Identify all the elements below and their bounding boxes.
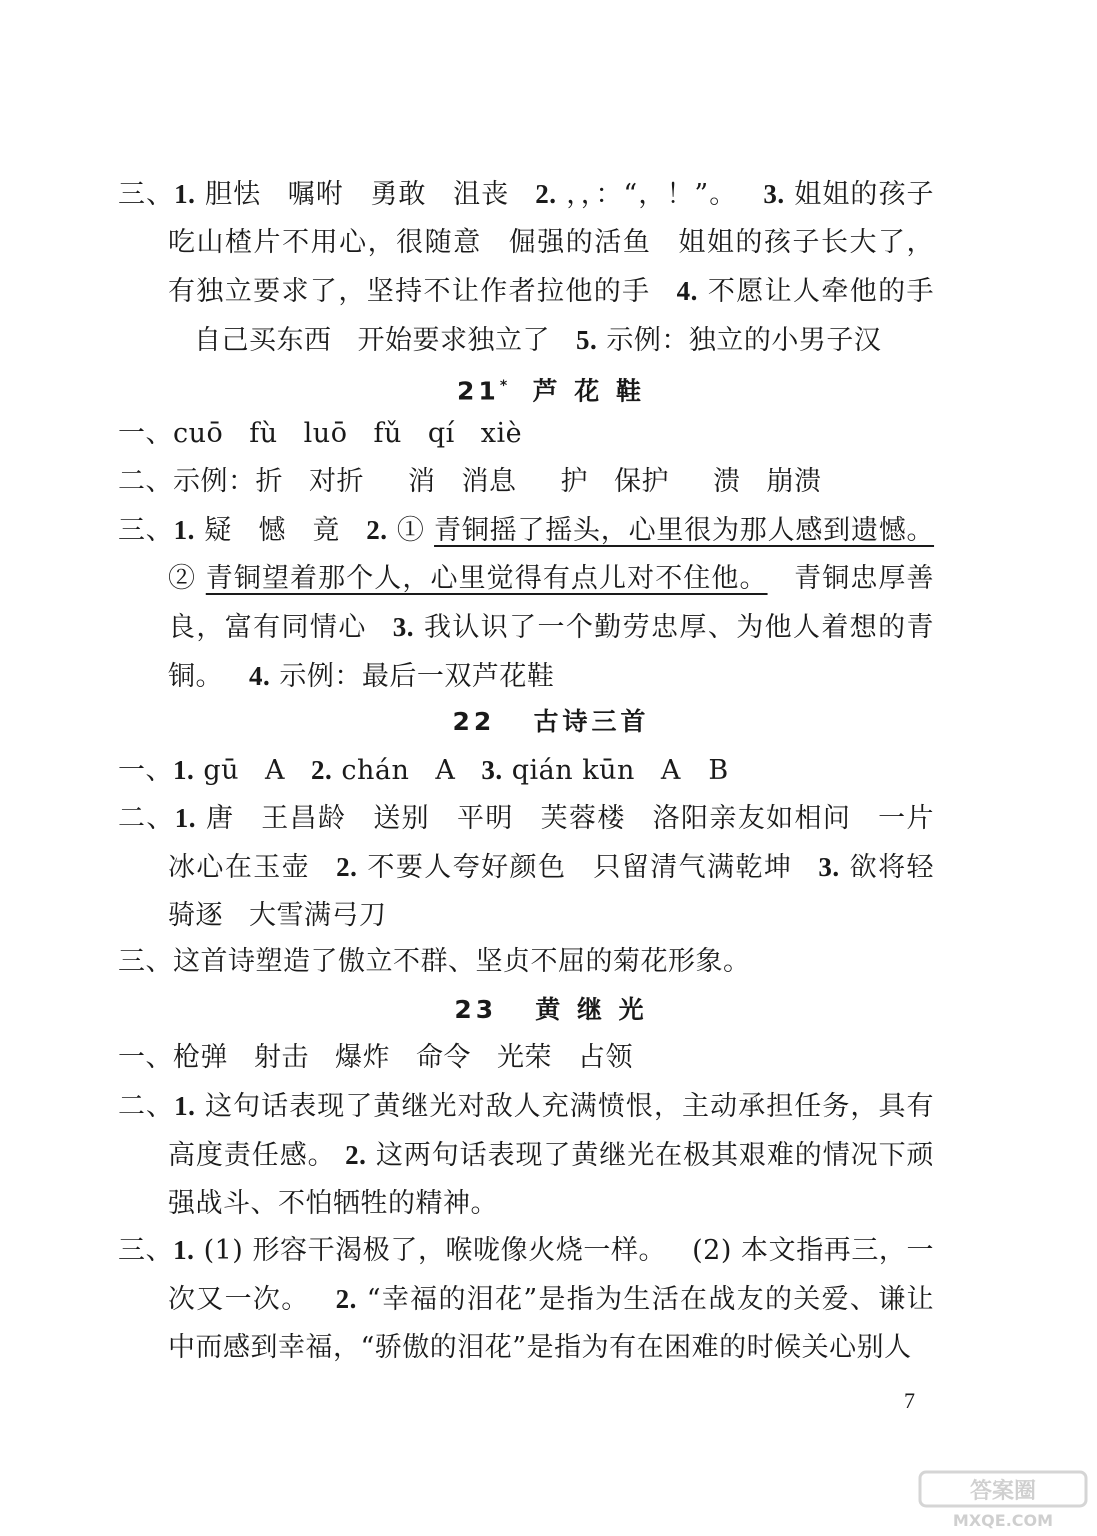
pinyin: qián kūn: [511, 755, 635, 786]
pinyin: cuō: [173, 418, 224, 449]
item-num: 5.: [576, 325, 598, 355]
lesson-name: 黄 继 光: [535, 995, 648, 1024]
answer-word: 枪弹: [173, 1042, 228, 1073]
answer-text: (1) 形容干渴极了，喉咙像火烧一样。: [203, 1235, 667, 1266]
answer-word: 欲将轻骑逐: [168, 852, 934, 931]
q-label: 三、: [118, 946, 173, 977]
pinyin: luō: [303, 418, 348, 449]
pinyin: fù: [249, 418, 278, 449]
l23-q1: [118, 1034, 934, 1082]
pinyin: fǔ: [373, 418, 402, 449]
answer-text: 示例：独立的小男子汉: [606, 325, 882, 356]
pinyin: xiè: [480, 418, 523, 449]
l22-q3: [118, 938, 934, 986]
item-num: 3.: [818, 852, 840, 882]
pinyin: qí: [427, 418, 455, 449]
q-label: 三、: [118, 515, 174, 546]
item-num: 3.: [392, 612, 414, 642]
choice: A: [435, 755, 456, 786]
q-label: 二、: [118, 1091, 175, 1122]
item-num: 2.: [535, 179, 557, 209]
answer-text: 示例：: [173, 466, 256, 497]
answer-word: 送别: [372, 803, 431, 834]
answer-word: 芙蓉楼: [539, 803, 626, 834]
answer-text: 我认识了一个勤劳忠厚、为他人着想的青铜。: [168, 612, 935, 692]
answer-word: 唐: [205, 803, 235, 834]
answer-text: 不愿让人牵他的手: [707, 276, 935, 307]
underlined-sentence: 青铜摇了摇头，心里很为那人感到遗憾。: [434, 515, 935, 546]
q-label: 三、: [118, 1235, 174, 1266]
item-num: 1.: [173, 1235, 195, 1265]
lesson-name: 芦 花 鞋: [532, 376, 645, 406]
answer-word: 占领: [578, 1042, 633, 1073]
l21-q3: [118, 506, 935, 701]
answer-word: 对折: [309, 466, 364, 497]
q-label: 二、: [118, 466, 173, 497]
answer-text: 示例：最后一双芦花鞋: [279, 661, 555, 692]
answer-word: 竟: [312, 515, 341, 546]
l23-q2: [118, 1082, 935, 1228]
answer-text: 开始要求独立了: [357, 325, 550, 356]
item-num: 2.: [345, 1140, 367, 1170]
l22-q2: [118, 794, 935, 940]
answer-word: 大雪满弓刀: [249, 900, 387, 931]
item-num: 2.: [366, 515, 388, 545]
answer-text: 这句话表现了黄继光对敌人充满愤恨，主动承担任务，具有高度责任感。: [168, 1091, 935, 1171]
lesson-title: [168, 366, 934, 411]
item-num: 2.: [336, 852, 358, 882]
page-number: 7: [904, 1388, 915, 1413]
answer-word: 勇敢: [369, 179, 427, 210]
circled-number: ②: [168, 563, 197, 594]
answer-word: 消息: [461, 466, 517, 497]
answer-word: 洛阳亲友如相问: [651, 803, 852, 834]
answer-word: 疑: [204, 515, 233, 546]
answer-word: 只留清气满乾坤: [592, 852, 793, 883]
answer-text: 这首诗塑造了傲立不群、坚贞不屈的菊花形象。: [173, 946, 751, 977]
lesson-mark: *: [499, 378, 508, 394]
answer-word: 溃: [713, 466, 741, 497]
watermark-logo: [918, 1470, 1088, 1530]
answer-word: 保护: [614, 466, 669, 497]
choice: A: [265, 755, 286, 786]
answer-word: 爆炸: [335, 1042, 390, 1073]
l21-q1: [118, 410, 934, 458]
item-num: 1.: [173, 515, 195, 545]
item-num: 2.: [311, 755, 333, 785]
answer-text: 姐姐的孩子吃山楂片不用心，很随意: [168, 179, 935, 258]
q-label: 二、: [118, 803, 175, 834]
answer-text: 青铜忠厚善良，富有同情心: [168, 563, 935, 643]
answer-text: “幸福的泪花”是指为生活在战友的关爱、谦让中而感到幸福，“骄傲的泪花”是指为有在困难的时候关心别人: [168, 1284, 935, 1363]
answer-text: 姐姐的孩子长大了，有独立要求了，坚持不让作者拉他的手: [168, 227, 935, 307]
answer-word: 不要人夸好颜色: [367, 852, 567, 883]
answer-word: 光荣: [497, 1042, 552, 1073]
lesson-title: [168, 702, 934, 742]
item-num: 2.: [335, 1284, 357, 1314]
pinyin: gū: [203, 755, 240, 786]
answer-text: 自己买东西: [194, 325, 332, 356]
answer-word: 沮丧: [452, 179, 510, 210]
q-label: 三、: [118, 179, 175, 210]
choice: A B: [660, 755, 729, 786]
answer-word: 平明: [456, 803, 514, 834]
answer-word: 胆怯: [205, 179, 262, 210]
answer-word: 王昌龄: [260, 803, 347, 834]
answer-word: 憾: [258, 515, 287, 546]
item-num: 3.: [481, 755, 503, 785]
svg-text:答案圈: 答案圈: [969, 1479, 1037, 1504]
lesson-number: 21: [457, 376, 500, 406]
prev-q3: [118, 170, 935, 365]
answer-word: 崩溃: [766, 466, 822, 497]
underlined-sentence: 青铜望着那个人，心里觉得有点儿对不住他。: [205, 563, 768, 594]
pinyin: chán: [341, 755, 410, 786]
answer-text: ，，：“，！”。: [566, 179, 738, 210]
lesson-name: 古诗三首: [533, 707, 650, 736]
answer-word: 嘱咐: [287, 179, 344, 210]
item-num: 1.: [173, 755, 195, 785]
q-label: 一、: [118, 418, 173, 449]
answer-word: 护: [560, 466, 588, 497]
item-num: 1.: [174, 179, 196, 209]
answer-word: 折: [255, 466, 283, 497]
q-label: 一、: [118, 1042, 173, 1073]
item-num: 1.: [174, 803, 197, 833]
l21-q2: [118, 458, 934, 506]
answer-text: 倔强的活鱼: [507, 227, 652, 258]
l23-q3: [118, 1226, 935, 1372]
answer-text: (2) 本文指再三，一次又一次。: [168, 1235, 935, 1315]
answer-word: 命令: [416, 1042, 471, 1073]
circled-number: ①: [396, 515, 425, 546]
item-num: 4.: [249, 661, 271, 691]
item-num: 3.: [763, 179, 785, 209]
answer-word: 射击: [254, 1042, 309, 1073]
q-label: 一、: [118, 755, 173, 786]
lesson-title: [168, 990, 934, 1030]
item-num: 1.: [174, 1091, 196, 1121]
lesson-number: 22: [452, 707, 496, 736]
answer-text: 这两句话表现了黄继光在极其艰难的情况下顽强战斗、不怕牺牲的精神。: [168, 1140, 934, 1219]
l22-q1: [118, 746, 934, 795]
lesson-number: 23: [454, 995, 498, 1024]
answer-word: 一片冰心在玉壶: [168, 803, 935, 883]
answer-word: 消: [408, 466, 436, 497]
svg-text:MXQE.COM: MXQE.COM: [952, 1511, 1054, 1530]
item-num: 4.: [676, 276, 698, 306]
